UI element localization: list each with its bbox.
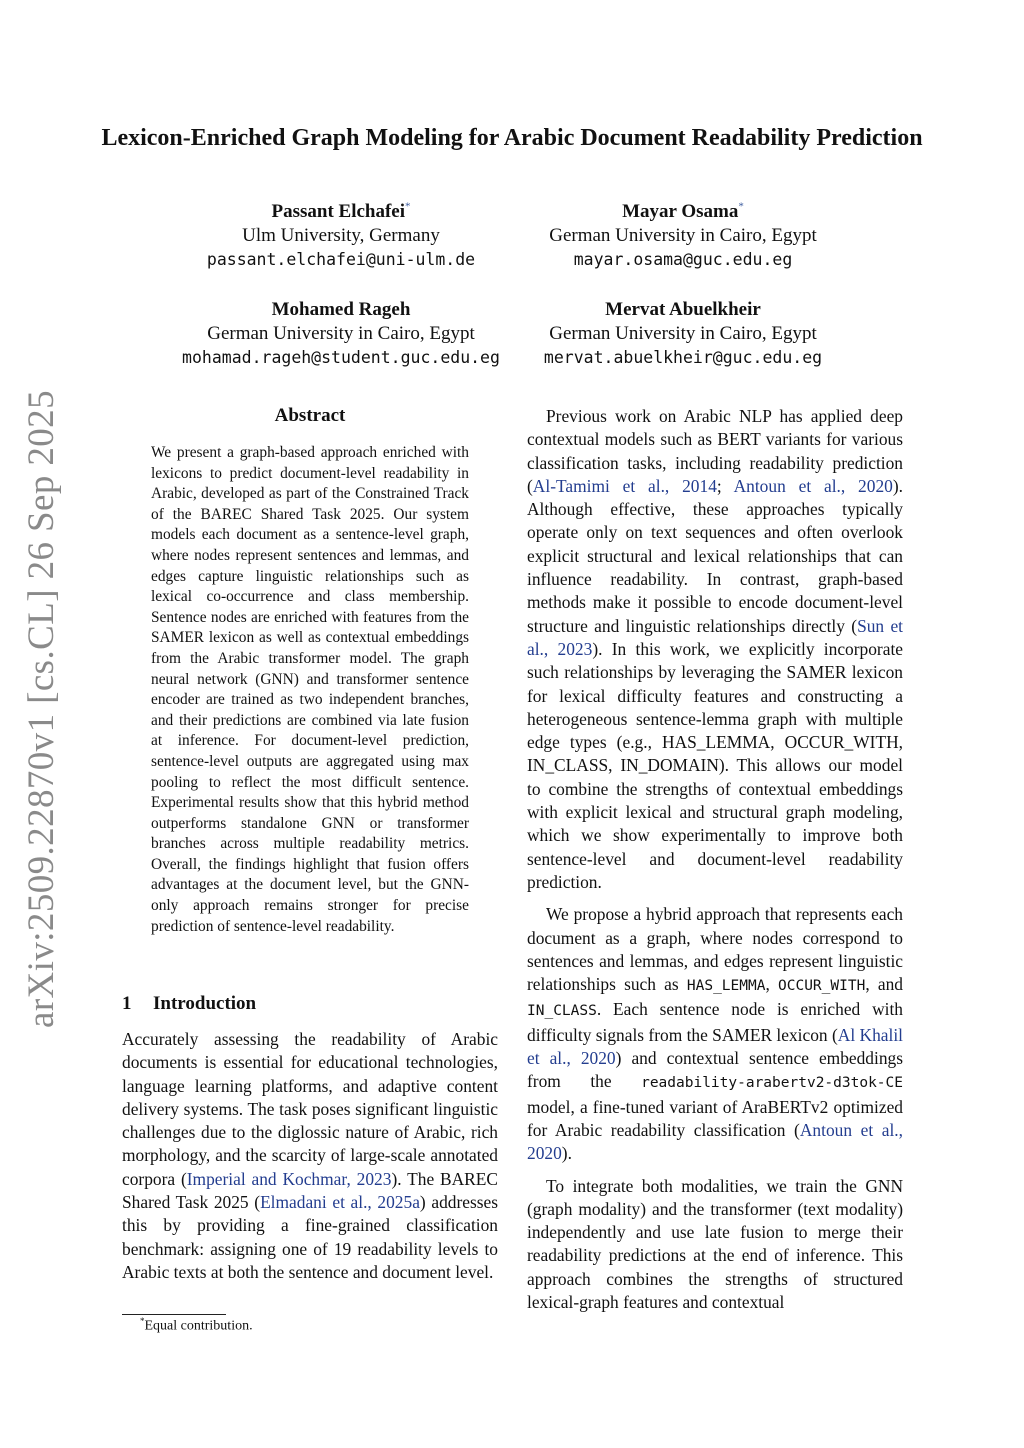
citation-link[interactable]: Imperial and Kochmar, 2023	[186, 1168, 392, 1189]
citation-link[interactable]: Al Khalil et al., 2020	[527, 1024, 903, 1069]
author-affiliation: German University in Cairo, Egypt	[207, 323, 475, 344]
text-run: , and	[865, 974, 903, 995]
text-run: ,	[765, 974, 779, 995]
author-name: Mervat Abuelkheir	[605, 299, 761, 320]
author-block-1	[151, 200, 531, 272]
text-run: ) and contextual sentence embeddings from the	[527, 1048, 903, 1092]
intro-paragraph-1	[122, 1028, 498, 1284]
code-term: readability-arabertv2-d3tok-CE	[641, 1075, 903, 1092]
code-term: IN_CLASS	[527, 1003, 597, 1020]
citation-link[interactable]: Al-Tamimi et al., 2014	[532, 475, 717, 496]
author-email: mayar.osama@guc.edu.eg	[573, 250, 793, 269]
citation-link[interactable]: Antoun et al., 2020	[527, 1119, 903, 1164]
author-block-3	[151, 298, 531, 370]
author-block-4	[493, 298, 873, 370]
author-affiliation: German University in Cairo, Egypt	[549, 225, 817, 246]
text-run: model, a fine-tuned variant of AraBERTv2 optimized for Arabic readability classification (	[527, 1096, 903, 1140]
arxiv-identifier: arXiv:2509.22870v1 [cs.CL] 26 Sep 2025	[21, 390, 62, 1028]
text-run: Previous work on Arabic NLP has applied deep contextual models such as BERT variants for various classification tasks, including readability prediction (	[527, 406, 903, 496]
text-run: . Each sentence node is enriched with difficulty signals from the SAMER lexicon (	[527, 999, 903, 1045]
text-run: ).	[561, 1143, 572, 1164]
author-affiliation: German University in Cairo, Egypt	[549, 323, 817, 344]
text-run: We propose a hybrid approach that represents each document as a graph, where nodes correspond to sentences and lemmas, and edges represent linguistic relationships such as	[527, 904, 903, 995]
code-term: OCCUR_WITH	[778, 978, 866, 995]
author-email: mervat.abuelkheir@guc.edu.eg	[543, 348, 823, 367]
abstract-heading: Abstract	[274, 405, 346, 426]
abstract-text: We present a graph-based approach enriched with lexicons to predict document-level readability in Arabic, developed as part of the Constrained Track of the BAREC Shared Task 2025. Our system models each document as a sentence-level graph, where nodes represent sentences and lemmas, and edges capture linguistic relationships such as lexical co-occurrence and class membership. Sentence nodes are enriched with features from the SAMER lexicon as well as contextual embeddings from the Arabic transformer model. The graph neural network (GNN) and transformer sentence encoder are trained as two independent branches, and their predictions are combined via late fusion at inference. For document-level prediction, sentence-level outputs are aggregated using max pooling to reflect the most difficult sentence. Experimental results show that this hybrid method outperforms standalone GNN or transformer branches across multiple readability metrics. Overall, the findings highlight that fusion offers advantages at the document level, but the GNN-only approach remains stronger for precise prediction of sentence-level readability.	[151, 444, 469, 935]
text-run: ). Although effective, these approaches typically operate only on text sequences and often overlook explicit structural and lexical relationships that can influence readability. In contrast, graph-based methods make it possible to encode document-level structure and linguistic relationships directly (	[527, 475, 903, 636]
author-email: passant.elchafei@uni-ulm.de	[206, 250, 476, 269]
text-run: ). The BAREC Shared Task 2025 (	[122, 1168, 498, 1213]
author-email: mohamad.rageh@student.guc.edu.eg	[182, 348, 500, 367]
intro-paragraph-4: To integrate both modalities, we train the GNN (graph modality) and the transformer (text modality) independently and use late fusion to merge their readability predictions at the end of inference. This approach combines the strengths of structured lexical-graph features and contextual	[527, 1175, 903, 1312]
right-column-body	[527, 405, 903, 1314]
intro-paragraph-3	[527, 903, 903, 1165]
text-run: ) addresses this by providing a fine-grained classification benchmark: assigning one of 19 readability levels to Arabic texts at both the sentence and document level.	[122, 1192, 498, 1282]
footnote-text: Equal contribution.	[144, 1318, 253, 1334]
author-block-2	[493, 200, 873, 272]
paper-title: Lexicon-Enriched Graph Modeling for Arabic Document Readability Prediction	[101, 125, 923, 151]
intro-paragraph-2	[527, 405, 903, 894]
equal-contribution-mark: *	[405, 200, 411, 213]
author-name: Passant Elchafei	[271, 201, 406, 222]
footnote-mark: *	[140, 1316, 145, 1326]
text-run: ). In this work, we explicitly incorporate such relationships by leveraging the SAMER lexicon for lexical difficulty features and constructing a heterogeneous sentence-lemma graph with multiple edge types (e.g., HAS_LEMMA, OCCUR_WITH, IN_CLASS, IN_DOMAIN). This allows our model to combine the strengths of contextual embeddings with explicit lexical and structural graph modeling, which we show experimentally to improve both sentence-level and document-level readability prediction.	[527, 638, 903, 892]
section-heading-introduction	[122, 993, 256, 1015]
left-column-body	[122, 1028, 498, 1284]
citation-link[interactable]: Elmadani et al., 2025a	[260, 1192, 420, 1213]
code-term: HAS_LEMMA	[686, 978, 766, 995]
text-run: ;	[716, 475, 734, 496]
text-run: Accurately assessing the readability of Arabic documents is essential for educational technologies, language learning platforms, and adaptive content delivery systems. The task poses significant linguistic challenges due to the diglossic nature of Arabic, rich morphology, and the scarcity of large-scale annotated corpora (	[122, 1029, 498, 1189]
author-name: Mayar Osama	[622, 201, 739, 222]
citation-link[interactable]: Antoun et al., 2020	[733, 475, 893, 496]
author-name: Mohamed Rageh	[271, 299, 411, 320]
footnote	[140, 1316, 253, 1335]
section-number: 1	[122, 993, 132, 1014]
section-title: Introduction	[153, 993, 257, 1014]
author-affiliation: Ulm University, Germany	[242, 225, 440, 246]
equal-contribution-mark: *	[738, 200, 744, 213]
citation-link[interactable]: Sun et al., 2023	[527, 615, 903, 659]
footnote-rule	[122, 1314, 226, 1315]
